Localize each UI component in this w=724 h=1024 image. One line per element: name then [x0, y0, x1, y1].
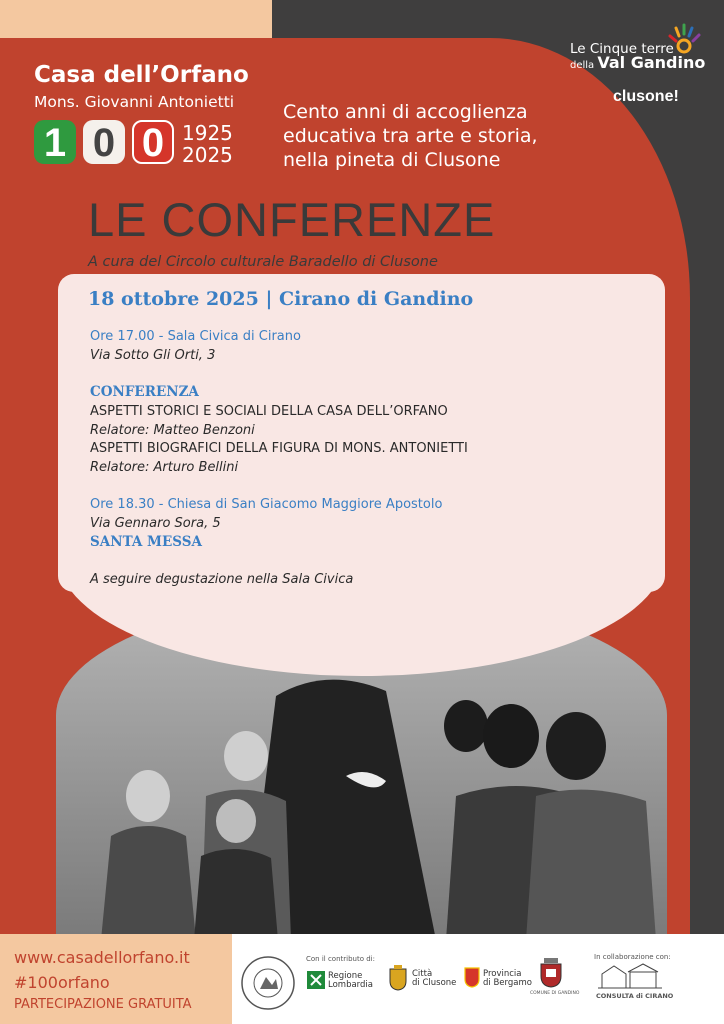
curator-line: A cura del Circolo culturale Baradello di Clusone — [88, 254, 438, 270]
org-subtitle: Mons. Giovanni Antonietti — [34, 93, 235, 111]
talk1-speaker: Relatore: Matteo Benzoni — [90, 423, 255, 438]
val-gandino-word: Val Gandino — [597, 53, 706, 72]
hashtag: #100orfano — [14, 973, 110, 992]
val-gandino-line — [570, 53, 706, 73]
tagline-line-1: Cento anni di accoglienza — [283, 101, 528, 123]
collab-label: In collaborazione con: — [594, 953, 671, 961]
gandino-crest-icon — [538, 958, 564, 988]
regione-line-1: Regione — [328, 971, 363, 981]
clusone-logo: clusone! — [613, 88, 679, 105]
della-word: della — [570, 60, 595, 71]
comune-label: COMUNE DI GANDINO — [530, 991, 580, 996]
talk1-title: ASPETTI STORICI E SOCIALI DELLA CASA DELL’ORFANO — [90, 404, 448, 419]
slot1-time: Ore 17.00 - Sala Civica di Cirano — [90, 329, 301, 344]
year-end: 2025 — [182, 143, 233, 167]
year-start: 1925 — [182, 121, 233, 145]
cinque-terre-line: Le Cinque terre — [570, 41, 674, 57]
top-peach-band — [0, 0, 272, 40]
org-name: Casa dell’Orfano — [34, 62, 249, 88]
citta-line-2: di Clusone — [412, 978, 457, 988]
provincia-line-1: Provincia — [483, 969, 522, 979]
bergamo-crest-icon — [464, 966, 480, 988]
website-link[interactable]: www.casadellorfano.it — [14, 948, 190, 967]
slot2-address: Via Gennaro Sora, 5 — [90, 516, 221, 531]
page-title: LE CONFERENZE — [88, 193, 496, 246]
regione-label — [328, 972, 373, 990]
provincia-line-2: di Bergamo — [483, 978, 532, 988]
after-note: A seguire degustazione nella Sala Civica — [90, 572, 354, 587]
contrib-label: Con il contributo di: — [306, 955, 375, 963]
participation-note: PARTECIPAZIONE GRATUITA — [14, 997, 192, 1012]
badge-digit-3: 0 — [132, 120, 174, 164]
event-date: 18 ottobre 2025 | Cirano di Gandino — [88, 288, 474, 310]
talk2-speaker: Relatore: Arturo Bellini — [90, 460, 239, 475]
cinque-terre-logo — [570, 42, 705, 73]
anniversary-years — [182, 122, 233, 166]
consulta-label: CONSULTA di CIRANO — [596, 992, 674, 1000]
badge-digit-1: 1 — [34, 120, 76, 164]
top-dark-band — [272, 0, 724, 40]
slot2-time: Ore 18.30 - Chiesa di San Giacomo Maggiore Apostolo — [90, 497, 443, 512]
consulta-building-icon — [598, 962, 662, 990]
badge-digit-2: 0 — [83, 120, 125, 164]
tagline — [283, 100, 583, 172]
regione-line-2: Lombardia — [328, 980, 373, 990]
slot1-address: Via Sotto Gli Orti, 3 — [90, 348, 216, 363]
tagline-line-3: nella pineta di Clusone — [283, 149, 501, 171]
talk2-title: ASPETTI BIOGRAFICI DELLA FIGURA DI MONS. ANTONIETTI — [90, 441, 468, 456]
citta-label — [412, 970, 456, 988]
regione-lombardia-icon — [307, 971, 325, 989]
mass-heading: SANTA MESSA — [90, 534, 202, 550]
tagline-line-2: educativa tra arte e storia, — [283, 125, 538, 147]
citta-line-1: Città — [412, 969, 433, 979]
circolo-seal-icon — [240, 955, 296, 1011]
clusone-crest-icon — [388, 965, 408, 991]
provincia-label — [483, 970, 532, 988]
conference-heading: CONFERENZA — [90, 384, 199, 400]
